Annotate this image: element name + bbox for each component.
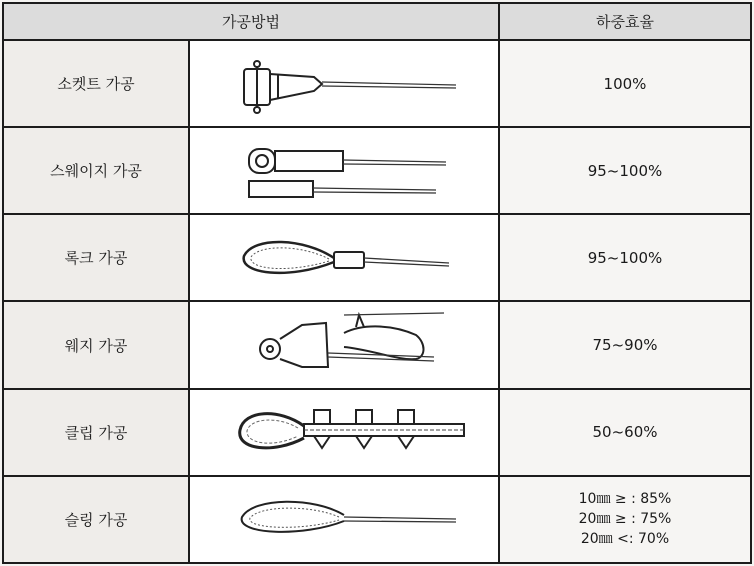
efficiency-line: 20㎜ <: 70%: [580, 531, 670, 548]
wedge-socket-icon: [194, 305, 494, 385]
method-illustration-cell: [189, 40, 499, 127]
load-efficiency-table: [2, 2, 752, 564]
efficiency-value: [499, 476, 751, 563]
table-row: [3, 40, 751, 127]
table-header-row: [3, 3, 751, 40]
efficiency-line: 20㎜ ≥ : 75%: [578, 511, 672, 528]
lock-sleeve-icon: [194, 218, 494, 298]
table-row: [3, 214, 751, 301]
table-row: [3, 389, 751, 476]
efficiency-value: 100%: [499, 40, 751, 127]
method-illustration-cell: [189, 389, 499, 476]
method-name: 클립 가공: [3, 389, 189, 476]
method-name: 스웨이지 가공: [3, 127, 189, 214]
table-row: [3, 301, 751, 388]
method-illustration-cell: [189, 301, 499, 388]
table-row: [3, 476, 751, 563]
method-illustration-cell: [189, 214, 499, 301]
efficiency-value: 50~60%: [499, 389, 751, 476]
swage-fitting-icon: [194, 131, 494, 211]
efficiency-value: 75~90%: [499, 301, 751, 388]
header-efficiency: 하중효율: [499, 3, 751, 40]
method-illustration-cell: [189, 476, 499, 563]
efficiency-value: 95~100%: [499, 214, 751, 301]
method-name: 소켓트 가공: [3, 40, 189, 127]
efficiency-line: 10㎜ ≥ : 85%: [578, 491, 672, 508]
method-name: 록크 가공: [3, 214, 189, 301]
sling-eye-icon: [194, 479, 494, 559]
wire-clip-icon: [194, 392, 494, 472]
method-name: 슬링 가공: [3, 476, 189, 563]
header-method: 가공방법: [3, 3, 499, 40]
efficiency-value: 95~100%: [499, 127, 751, 214]
socket-fitting-icon: [194, 44, 494, 124]
method-illustration-cell: [189, 127, 499, 214]
method-name: 웨지 가공: [3, 301, 189, 388]
table-row: [3, 127, 751, 214]
